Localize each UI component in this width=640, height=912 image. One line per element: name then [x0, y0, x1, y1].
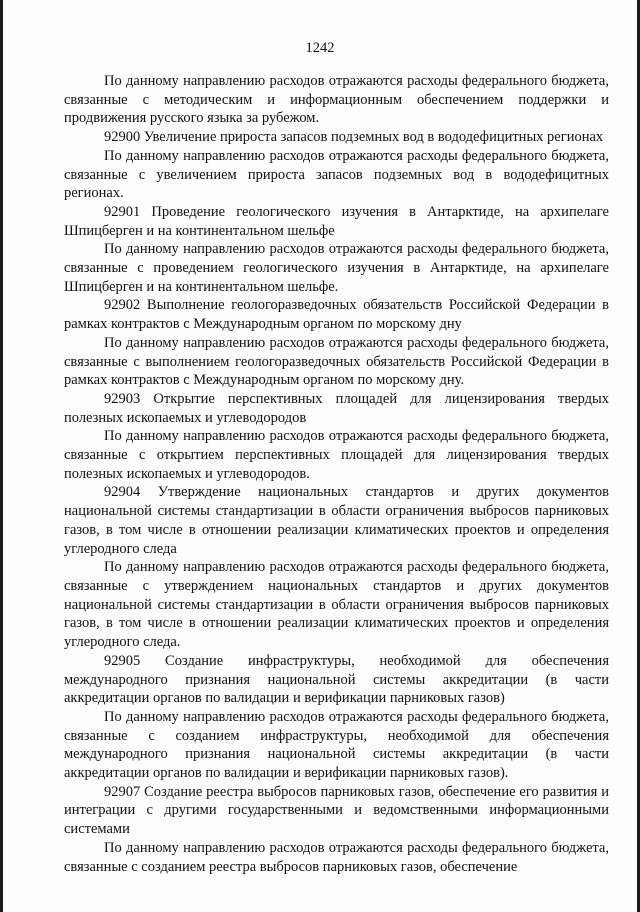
scan-edge-left — [0, 0, 3, 912]
paragraph-8: По данному направлению расходов отражаются расходы федерального бюджета, связанные с открытием перспективных площадей для лицензирования твердых полезных ископаемых и углеводородов. — [64, 428, 609, 482]
paragraph-14: По данному направлению расходов отражаются расходы федерального бюджета, связанные с созданием реестра выбросов парниковых газов, обеспечение — [64, 839, 609, 875]
paragraph-13: 92907 Создание реестра выбросов парниковых газов, обеспечение его развития и интеграции с другими государственными и ведомственными информационными системами — [64, 783, 609, 838]
page-number: 1242 — [305, 40, 335, 56]
paragraph-0: По данному направлению расходов отражаются расходы федерального бюджета, связанные с методическим и информационным обеспечением поддержки и продвижения русского языка за рубежом. — [64, 73, 609, 127]
paragraph-5: 92902 Выполнение геологоразведочных обязательств Российской Федерации в рамках контрактов с Международным органом по морскому дну — [64, 297, 609, 333]
paragraph-3: 92901 Проведение геологического изучения в Антарктиде, на архипелаге Шпицберген и на континентальном шельфе — [64, 203, 609, 239]
paragraph-4: По данному направлению расходов отражаются расходы федерального бюджета, связанные с проведением геологического изучения в Антарктиде, на архипелаге Шпицберген и на континентальном шельфе. — [64, 241, 609, 295]
paragraph-2: По данному направлению расходов отражаются расходы федерального бюджета, связанные с увеличением прироста запасов подземных вод в вододефицитных регионах. — [64, 147, 609, 202]
paragraph-11: 92905 Создание инфраструктуры, необходимой для обеспечения международного признания национальной системы аккредитации (в части аккредитации органов по валидации и верификации парниковых газов) — [64, 652, 609, 707]
paragraph-6: По данному направлению расходов отражаются расходы федерального бюджета, связанные с выполнением геологоразведочных обязательств Российской Федерации в рамках контрактов с Международным органом по морскому дну. — [64, 334, 609, 389]
paragraph-10: По данному направлению расходов отражаются расходы федерального бюджета, связанные с утверждением национальных стандартов и других документов национальной системы стандартизации в области ограничения выбросов парниковых газов, в том числе в отношении реализации климатических проектов и определения углеродного следа. — [64, 559, 609, 651]
paragraph-9: 92904 Утверждение национальных стандартов и других документов национальной системы стандартизации в области ограничения выбросов парниковых газов, в том числе в отношении реализации климатических проектов и определения углеродного следа — [64, 484, 609, 557]
paragraph-1: 92900 Увеличение прироста запасов подземных вод в вододефицитных регионах — [104, 129, 604, 146]
paragraph-7: 92903 Открытие перспективных площадей для лицензирования твердых полезных ископаемых и углеводородов — [64, 390, 609, 426]
document-body — [64, 72, 609, 876]
paragraph-12: По данному направлению расходов отражаются расходы федерального бюджета, связанные с созданием инфраструктуры, необходимой для обеспечения международного признания национальной системы аккредитации (в части аккредитации органов по валидации и верификации парниковых газов). — [64, 708, 609, 782]
